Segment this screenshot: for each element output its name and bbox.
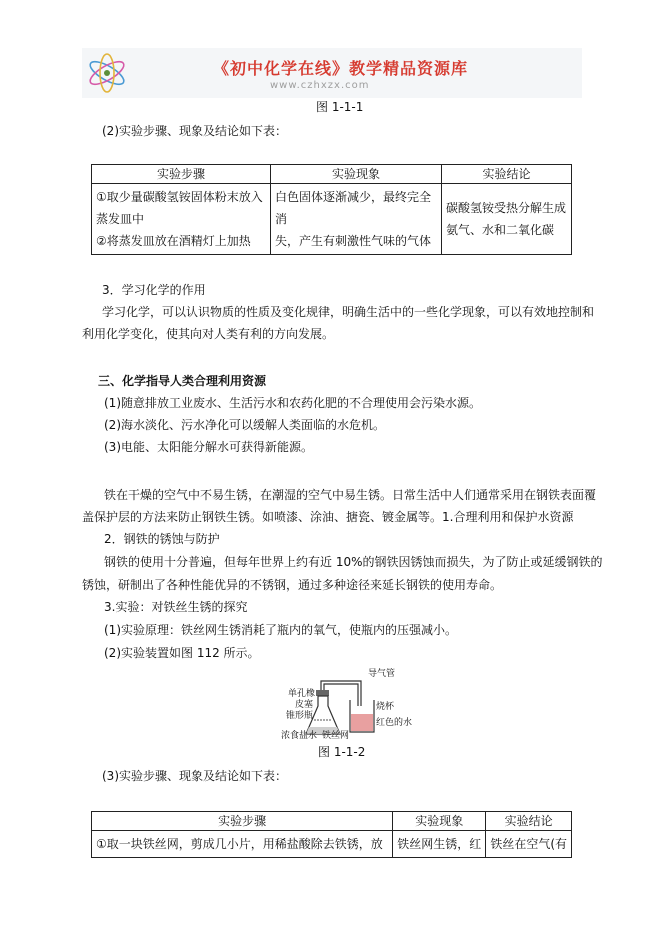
table-row	[92, 831, 572, 858]
label-salt-water: 浓食盐水	[281, 731, 318, 741]
table2-header-conclusion: 实验结论	[486, 812, 572, 831]
table2-header-phenomena: 实验现象	[393, 812, 486, 831]
intro-text-1: (2)实验步骤、现象及结论如下表：	[102, 124, 287, 138]
label-tube: 导气管	[368, 669, 396, 679]
label-beaker: 烧杯	[376, 702, 395, 712]
table1-conclusion-line: 碳酸氢铵受热分解生成	[446, 201, 567, 215]
paragraph-line: 利用化学变化，使其向对人类有利的方向发展。	[82, 327, 335, 341]
banner-url: www.czhxzx.com	[270, 80, 370, 91]
table2-header-steps: 实验步骤	[92, 812, 393, 831]
table2-phenomenon-cell: 铁丝网生锈，红	[393, 831, 486, 858]
figure-caption-1: 图 1-1-1	[316, 100, 364, 114]
paragraph-line: 学习化学，可以认识物质的性质及变化规律，明确生活中的一些化学现象，可以有效地控制和	[102, 305, 595, 319]
experiment-table-1	[91, 164, 572, 255]
table-row	[92, 184, 572, 255]
rubber-stopper	[316, 690, 329, 696]
table1-header-steps: 实验步骤	[92, 165, 271, 184]
table1-header-conclusion: 实验结论	[442, 165, 572, 184]
list-item: (1)实验原理：铁丝网生锈消耗了瓶内的氧气，使瓶内的压强减小。	[104, 623, 458, 637]
table1-phenomenon-line: 白色固体逐渐减少，最终完全消	[275, 190, 432, 226]
paragraph-line: 铁在干燥的空气中不易生锈，在潮湿的空气中易生锈。日常生活中人们通常采用在钢铁表面覆	[104, 488, 597, 502]
table1-header-phenomena: 实验现象	[271, 165, 442, 184]
label-flask: 锥形瓶	[286, 711, 314, 721]
label-water: 红色的水	[376, 718, 413, 728]
table2-conclusion-cell: 铁丝在空气(有	[486, 831, 572, 858]
paragraph-line: 锈蚀，研制出了各种性能优异的不锈钢，通过多种途径来延长钢铁的使用寿命。	[82, 578, 503, 592]
banner-title: 《初中化学在线》教学精品资源库	[213, 59, 469, 78]
label-stopper: 皮塞	[295, 700, 314, 710]
section-heading: 3．学习化学的作用	[102, 283, 206, 297]
experiment-table-2	[91, 811, 572, 858]
list-item: (1)随意排放工业废水、生活污水和农药化肥的不合理使用会污染水源。	[104, 396, 482, 410]
table1-phenomenon-line: 失，产生有刺激性气味的气体	[275, 234, 432, 248]
list-item: (2)实验装置如图 112 所示。	[104, 646, 260, 660]
table1-step-line: ②将蒸发皿放在酒精灯上加热	[96, 234, 251, 248]
table2-step-cell: ①取一块铁丝网，剪成几小片，用稀盐酸除去铁锈，放	[92, 831, 393, 858]
figure-caption-2: 图 1-1-2	[318, 745, 366, 759]
paragraph-line: 盖保护层的方法来防止钢铁生锈。如喷漆、涂油、搪瓷、镀金属等。1.合理利用和保护水资源	[82, 510, 574, 524]
intro-text-2: (3)实验步骤、现象及结论如下表：	[102, 769, 287, 783]
section-heading: 2．钢铁的锈蚀与防护	[104, 532, 220, 546]
section-heading: 3.实验：对铁丝生锈的探究	[104, 600, 248, 614]
atom-logo-icon	[84, 50, 130, 96]
part-heading: 三、化学指导人类合理利用资源	[98, 374, 267, 388]
table1-step-line: ①取少量碳酸氢铵固体粉末放入	[96, 190, 263, 204]
label-stopper: 单孔橡	[288, 689, 316, 699]
red-water	[351, 714, 373, 731]
table1-conclusion-line: 氨气、水和二氧化碳	[446, 223, 555, 237]
list-item: (2)海水淡化、污水净化可以缓解人类面临的水危机。	[104, 418, 386, 432]
table1-step-line: 蒸发皿中	[96, 212, 145, 226]
list-item: (3)电能、太阳能分解水可获得新能源。	[104, 440, 313, 454]
paragraph-line: 钢铁的使用十分普遍，但每年世界上约有近 10%的钢铁因锈蚀而损失，为了防止或延缓钢铁的	[104, 555, 603, 569]
label-mesh: 铁丝网	[322, 731, 350, 741]
